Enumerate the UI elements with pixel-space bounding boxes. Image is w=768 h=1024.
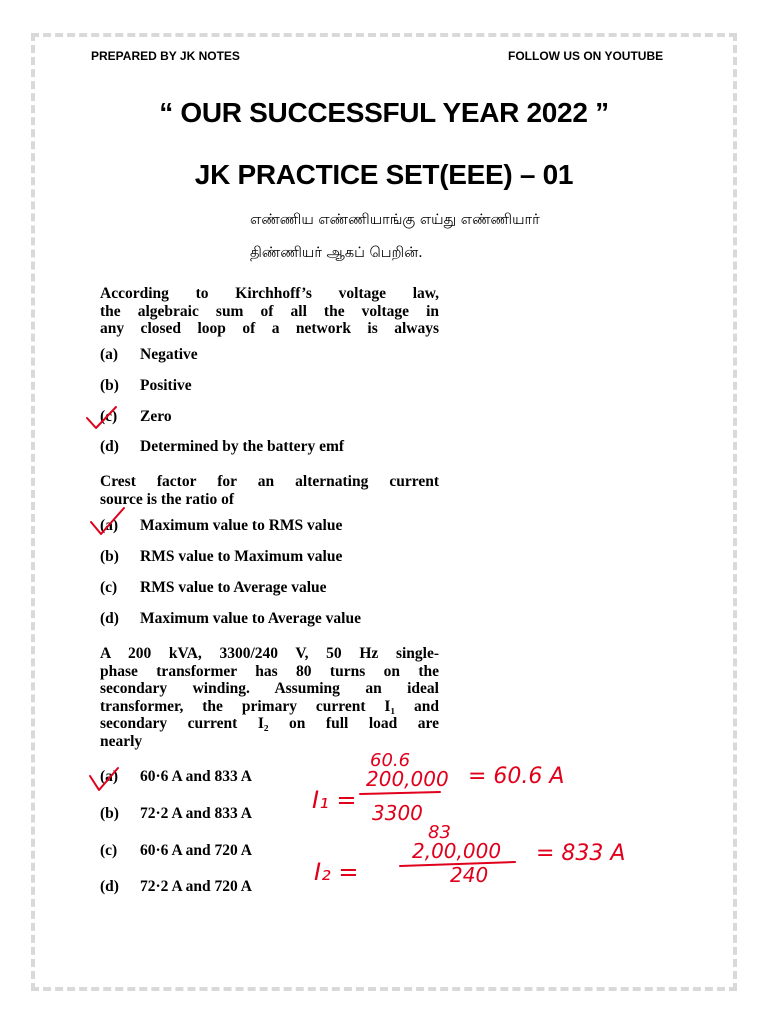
handwritten-i2-result: = 833 A — [536, 841, 626, 866]
q2-option-a — [100, 517, 342, 535]
question-line: Crest factor for an alternating current — [100, 473, 439, 490]
option-label: (b) — [100, 548, 119, 565]
option-text: Determined by the battery emf — [140, 438, 345, 455]
handwritten-i2-denominator: 240 — [450, 863, 489, 887]
q2-option-d — [100, 610, 361, 628]
option-label: (d) — [100, 610, 119, 627]
title-practice-set: JK PRACTICE SET(EEE) – 01 — [194, 159, 574, 190]
option-text: Negative — [140, 346, 198, 363]
question-line: secondary winding. Assuming an ideal — [100, 680, 439, 697]
q1-option-c — [100, 408, 172, 426]
q3-option-b — [100, 805, 252, 823]
option-text: Positive — [140, 377, 192, 394]
option-text: RMS value to Average value — [140, 579, 327, 596]
q2-option-b — [100, 548, 342, 566]
option-label: (b) — [100, 377, 119, 394]
option-text: 60·6 A and 833 A — [140, 768, 252, 785]
handwritten-i2-numerator: 2,00,000 — [412, 839, 502, 863]
question-line: phase transformer has 80 turns on the — [100, 662, 439, 680]
option-label: (d) — [100, 438, 119, 455]
option-label: (c) — [100, 842, 118, 859]
option-label: (c) — [100, 579, 118, 596]
q2-option-c — [100, 579, 327, 597]
option-text: Maximum value to RMS value — [140, 517, 343, 534]
question-line: According to Kirchhoff’s voltage law, — [100, 285, 439, 302]
handwritten-i2-numerator-overwrite: 83 — [428, 822, 451, 843]
question-line: A 200 kVA, 3300/240 V, 50 Hz single- — [100, 645, 439, 662]
question-3 — [100, 645, 439, 750]
question-line: nearly — [100, 732, 143, 750]
question-line: transformer, the primary current I₁ and — [100, 697, 439, 715]
tamil-verse-line-2: திண்ணியர் ஆகப் பெறின். — [250, 245, 423, 261]
option-text: RMS value to Maximum value — [140, 548, 343, 565]
handwritten-i1-numerator-result: 60.6 — [370, 750, 411, 771]
question-1 — [100, 285, 439, 338]
handwritten-i2-variable: I₂ = — [314, 858, 359, 886]
q3-option-a — [100, 768, 252, 786]
option-text: Maximum value to Average value — [140, 610, 361, 627]
handwritten-i1-result: = 60.6 A — [468, 764, 565, 789]
q3-option-d — [100, 878, 252, 896]
option-text: 60·6 A and 720 A — [140, 842, 252, 859]
tamil-verse-line-1: எண்ணிய எண்ணியாங்கு எய்து எண்ணியார் — [250, 212, 540, 228]
question-line: any closed loop of a network is always — [100, 320, 439, 337]
question-line: source is the ratio of — [100, 490, 235, 508]
option-text: Zero — [140, 408, 172, 425]
option-label: (a) — [100, 517, 119, 534]
option-label: (d) — [100, 878, 119, 895]
option-text: 72·2 A and 720 A — [140, 878, 252, 895]
option-label: (a) — [100, 346, 119, 363]
header-prepared-by: PREPARED BY JK NOTES — [91, 49, 240, 63]
option-text: 72·2 A and 833 A — [140, 805, 252, 822]
option-label: (a) — [100, 768, 119, 785]
handwritten-i1-variable: I₁ = — [312, 786, 357, 814]
q1-option-b — [100, 377, 192, 395]
q1-option-a — [100, 346, 198, 364]
question-line: the algebraic sum of all the voltage in — [100, 302, 439, 320]
question-line: secondary current I₂ on full load are — [100, 715, 439, 732]
handwritten-i1-numerator: 200,000 — [366, 767, 449, 791]
handwritten-i1-denominator: 3300 — [372, 801, 423, 825]
question-2 — [100, 473, 439, 508]
title-successful-year: “ OUR SUCCESSFUL YEAR 2022 ” — [159, 97, 609, 128]
option-label: (c) — [100, 408, 118, 425]
q3-option-c — [100, 842, 252, 860]
q1-option-d — [100, 438, 344, 456]
header-follow-youtube: FOLLOW US ON YOUTUBE — [508, 49, 664, 63]
option-label: (b) — [100, 805, 119, 822]
